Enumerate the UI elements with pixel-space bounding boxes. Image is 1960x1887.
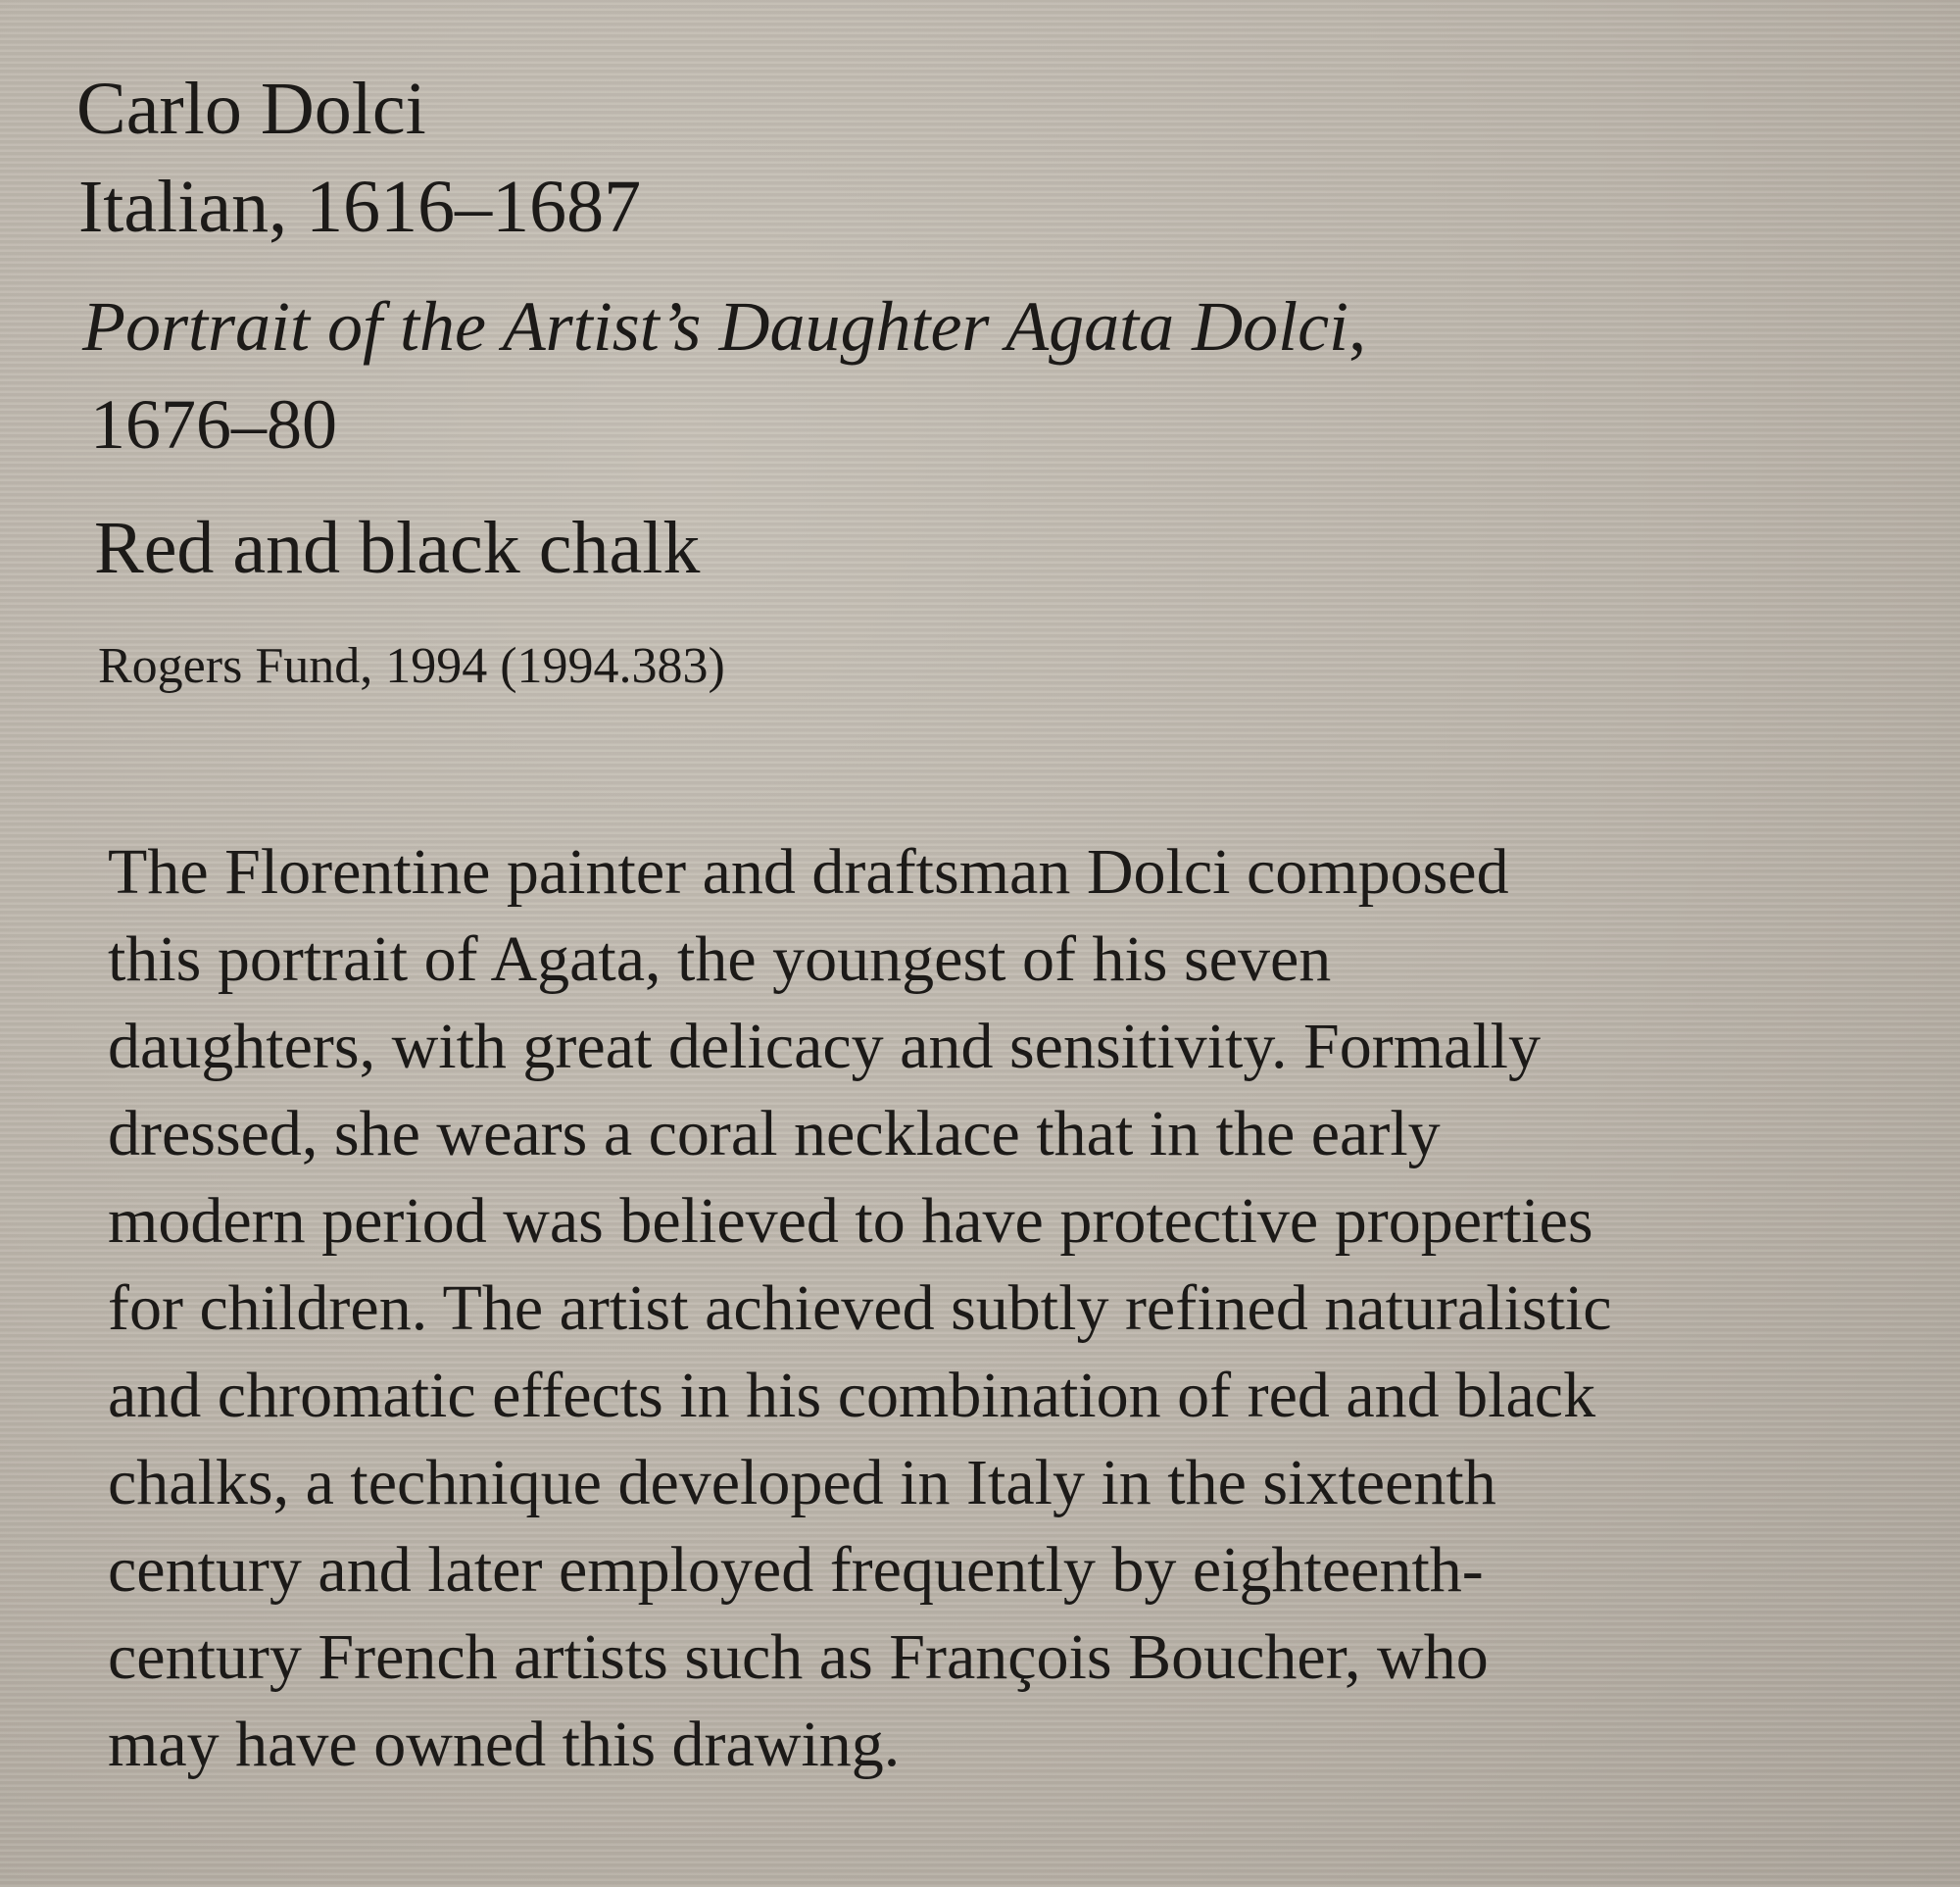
description-line: The Florentine painter and draftsman Dolci composed <box>108 836 1509 908</box>
credit-line: Rogers Fund, 1994 (1994.383) <box>98 638 725 694</box>
description-line: for children. The artist achieved subtly refined naturalistic <box>108 1272 1612 1344</box>
description-line: dressed, she wears a coral necklace that in the early <box>108 1098 1441 1169</box>
description-line: chalks, a technique developed in Italy in the sixteenth <box>108 1447 1496 1518</box>
artist-name: Carlo Dolci <box>76 68 426 150</box>
description-line: century and later employed frequently by eighteenth- <box>108 1534 1484 1606</box>
artwork-date: 1676–80 <box>90 385 337 464</box>
artist-nationality-dates: Italian, 1616–1687 <box>78 166 642 248</box>
description-line: century French artists such as François Boucher, who <box>108 1621 1489 1693</box>
description-line: and chromatic effects in his combination of red and black <box>108 1360 1596 1431</box>
description-line: may have owned this drawing. <box>108 1709 901 1780</box>
artwork-title-comma: , <box>1348 287 1367 366</box>
description-text <box>108 828 1612 1788</box>
artwork-medium: Red and black chalk <box>94 507 701 589</box>
artwork-title-text: Portrait of the Artist’s Daughter Agata Dolci <box>82 287 1349 366</box>
description-line: daughters, with great delicacy and sensitivity. Formally <box>108 1011 1542 1082</box>
description-line: modern period was believed to have protective properties <box>108 1185 1593 1257</box>
artwork-title <box>82 286 1366 368</box>
description-line: this portrait of Agata, the youngest of his seven <box>108 923 1332 995</box>
